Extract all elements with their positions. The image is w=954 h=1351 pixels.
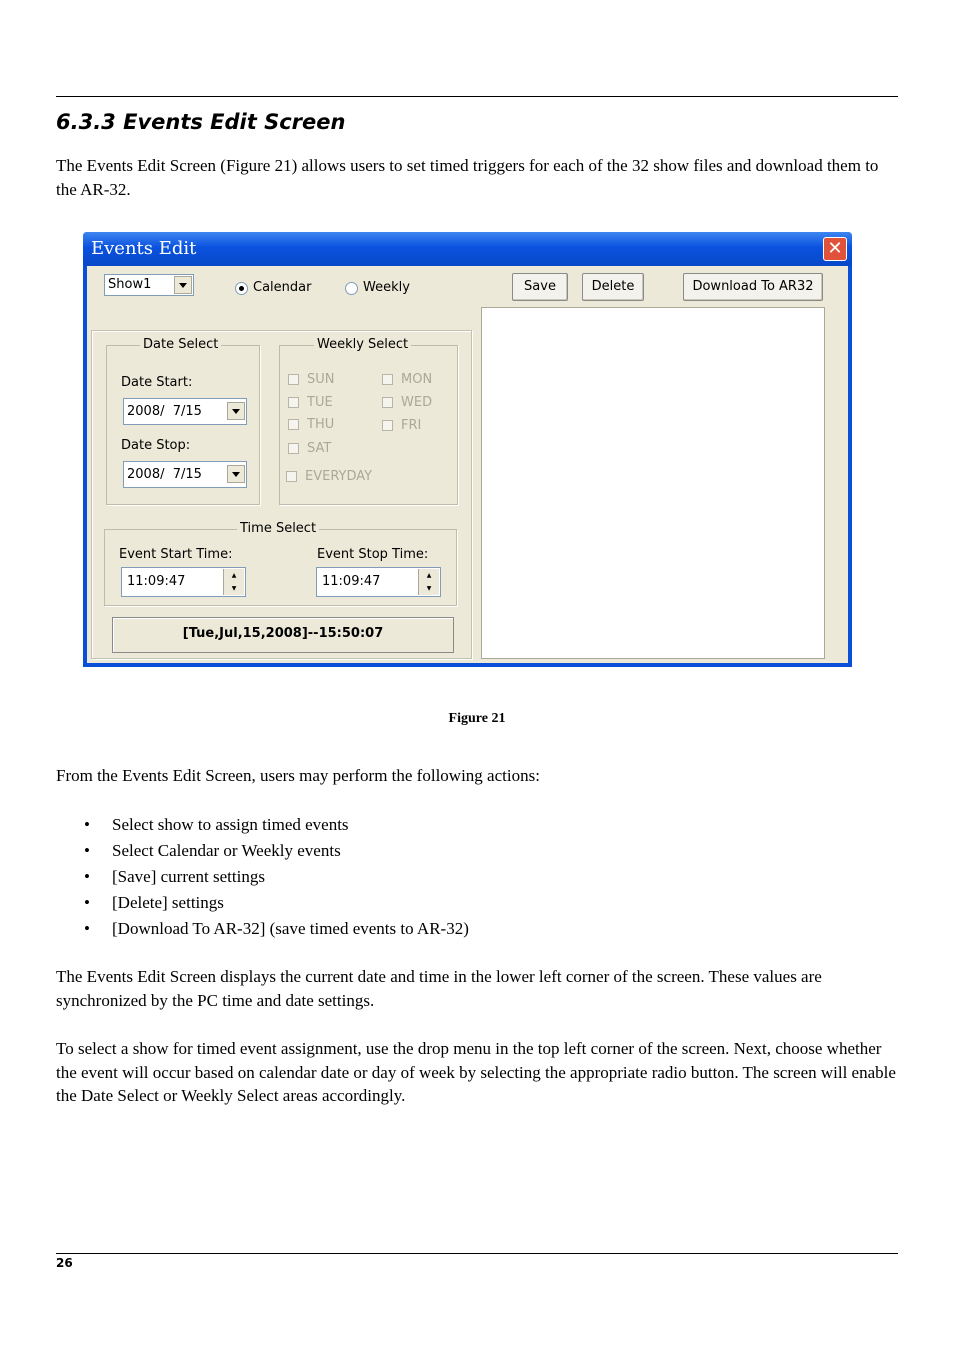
- tue-label: TUE: [307, 395, 333, 410]
- event-stop-time-label: Event Stop Time:: [317, 547, 429, 562]
- sun-label: SUN: [307, 372, 335, 387]
- weekly-radio[interactable]: [345, 282, 358, 295]
- chevron-down-icon[interactable]: [227, 465, 245, 483]
- select-show-paragraph: To select a show for timed event assignment, use the drop menu in the top left corner of the screen. Next, choose whether the event will occur based on calendar date or day of week by selecting the appropriate radio button. The screen will enable the Date Select or Weekly Select areas accordingly.: [56, 1039, 896, 1105]
- page-number: 26: [56, 1256, 73, 1270]
- date-start-picker[interactable]: [123, 398, 247, 425]
- thu-label: THU: [307, 417, 335, 432]
- everyday-checkbox[interactable]: [286, 471, 297, 482]
- weekly-radio-label[interactable]: Weekly: [363, 280, 410, 295]
- thu-checkbox[interactable]: [288, 419, 299, 430]
- date-select-title: Date Select: [140, 337, 221, 352]
- show-select-value: Show1: [108, 277, 152, 292]
- section-heading: 6.3.3 Events Edit Screen: [56, 110, 346, 134]
- weekly-select-title: Weekly Select: [314, 337, 411, 352]
- sun-checkbox[interactable]: [288, 374, 299, 385]
- chevron-down-icon[interactable]: [227, 402, 245, 420]
- window-client-area: [87, 266, 848, 663]
- footer-rule: [56, 1253, 898, 1254]
- event-stop-time-value: 11:09:47: [322, 574, 381, 589]
- current-datetime-display: [Tue,Jul,15,2008]--15:50:07: [112, 617, 454, 653]
- sat-checkbox[interactable]: [288, 443, 299, 454]
- date-start-value: 2008/ 7/15: [127, 404, 202, 419]
- spinner-icon[interactable]: ▲ ▼: [223, 569, 244, 595]
- datetime-paragraph: The Events Edit Screen displays the current date and time in the lower left corner of the screen. These values are synchronized by the PC time and date settings.: [56, 967, 822, 1010]
- actions-intro: From the Events Edit Screen, users may perform the following actions:: [56, 766, 540, 785]
- fri-label: FRI: [401, 418, 422, 433]
- date-stop-picker[interactable]: [123, 461, 247, 488]
- event-start-time-input[interactable]: [121, 567, 246, 597]
- list-item: • [Delete] settings: [84, 890, 469, 916]
- event-stop-time-input[interactable]: [316, 567, 441, 597]
- save-button[interactable]: Save: [512, 273, 568, 301]
- window-titlebar: [83, 232, 852, 266]
- delete-button[interactable]: Delete: [582, 273, 644, 301]
- tue-checkbox[interactable]: [288, 397, 299, 408]
- figure-caption: Figure 21: [448, 711, 506, 726]
- date-stop-value: 2008/ 7/15: [127, 467, 202, 482]
- close-icon[interactable]: ✕: [823, 237, 847, 261]
- header-rule: [56, 96, 898, 97]
- list-item: • [Save] current settings: [84, 864, 469, 890]
- mon-label: MON: [401, 372, 433, 387]
- event-start-time-label: Event Start Time:: [119, 547, 233, 562]
- list-item: • Select Calendar or Weekly events: [84, 838, 469, 864]
- mon-checkbox[interactable]: [382, 374, 393, 385]
- everyday-label: EVERYDAY: [305, 469, 373, 484]
- event-start-time-value: 11:09:47: [127, 574, 186, 589]
- calendar-radio[interactable]: [235, 282, 248, 295]
- intro-paragraph: The Events Edit Screen (Figure 21) allows users to set timed triggers for each of the 32 show files and download them to the AR-32.: [56, 156, 879, 199]
- list-item: • Select show to assign timed events: [84, 812, 469, 838]
- show-select-dropdown[interactable]: [104, 274, 194, 296]
- fri-checkbox[interactable]: [382, 420, 393, 431]
- wed-checkbox[interactable]: [382, 397, 393, 408]
- list-item: • [Download To AR-32] (save timed events to AR-32): [84, 916, 469, 942]
- date-stop-label: Date Stop:: [121, 438, 191, 453]
- time-select-title: Time Select: [237, 521, 319, 536]
- window-title: Events Edit: [91, 238, 197, 259]
- events-list[interactable]: [481, 307, 825, 659]
- date-start-label: Date Start:: [121, 375, 193, 390]
- sat-label: SAT: [307, 441, 332, 456]
- chevron-down-icon[interactable]: [174, 276, 192, 294]
- events-edit-window: [83, 232, 852, 667]
- download-to-ar32-button[interactable]: Download To AR32: [683, 273, 823, 301]
- actions-list: [84, 812, 469, 942]
- calendar-radio-label[interactable]: Calendar: [253, 280, 312, 295]
- spinner-icon[interactable]: ▲ ▼: [418, 569, 439, 595]
- wed-label: WED: [401, 395, 433, 410]
